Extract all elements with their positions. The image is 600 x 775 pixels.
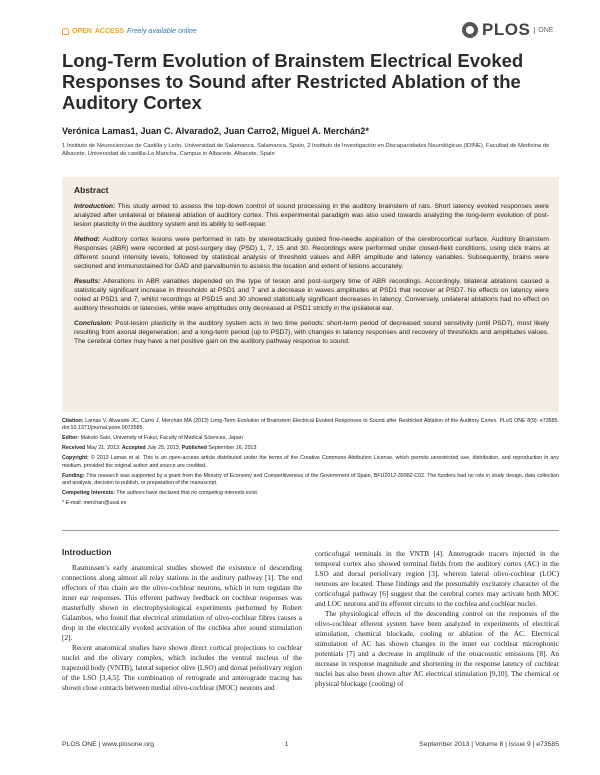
- dates: [62, 445, 559, 452]
- introduction-heading: Introduction: [62, 547, 112, 557]
- open-access-banner: [62, 28, 197, 35]
- abstract-conclusion: [74, 319, 549, 346]
- citation: [62, 418, 559, 433]
- article-title: Long-Term Evolution of Brainstem Electrical Evoked Responses to Sound after Restricted Ablation of the Auditory Cortex: [62, 50, 524, 113]
- received-label: Received: [62, 445, 86, 452]
- published-label: Published: [181, 445, 207, 452]
- body-paragraph: Rasmussen’s early anatomical studies showed the existence of descending connections along almost all relay stations in the auditory pathway [1]. The end effectors of this chain are the olivo-cochlear neurons, which in turn regulate the inner ear responses. This efferent pathway feedback on cochlear responses was masterfully shown in electrophysiological experiments performed by Robert Galambos, who found that electrical stimulation of olivo-cochlear fibres causes a drop in the electrically evoked activation of the cochlea after sound stimulation [2].: [62, 564, 302, 642]
- abstract-introduction: [74, 202, 549, 229]
- abstract-conclusion-label: Conclusion:: [74, 320, 113, 327]
- journal-name: ONE: [534, 27, 553, 34]
- copyright: [62, 455, 559, 470]
- affiliations: 1 Instituto de Neurociencias de Castilla y León, Universidad de Salamanca, Salamanca, Spain, 2 Instituto de Investigación en Discapacidades Neurológicas (IDINE), Facultad de Medicina de Albacete, Universidad de castilla-La Mancha, Campus in Albacete, Albacete, Spain: [62, 143, 550, 157]
- plos-logo-icon: [462, 22, 478, 38]
- section-divider: [62, 530, 559, 531]
- open-lock-icon: [62, 28, 69, 35]
- editor-text: Makoto Sato, University of Fukui, Faculty of Medical Sciences, Japan: [80, 435, 243, 442]
- citation-text: Lamas V, Alvarado JC, Carro J, Merchán MA (2013) Long-Term Evolution of Brainstem Electrical Evoked Responses to Sound after Restricted Ablation of the Auditory Cortex. PLoS ONE 8(9): e73585. doi:10.1371/journal.pone.0073585: [62, 418, 559, 432]
- abstract-introduction-label: Introduction:: [74, 203, 116, 210]
- page-number: 1: [284, 741, 289, 748]
- article-metadata: [62, 418, 559, 510]
- body-column-left: [62, 563, 302, 693]
- body-paragraph: Recent anatomical studies have shown direct cortical projections to cochlear nuclei and the olivary complex, which includes the ventral nucleus of the trapezoid body (VNTB), lateral superior olive (LSO) and dorsal periolivary region of the LSO [3,4,5]. The combination of retrograde and anterograde tracing has shown close contacts between medial olivo-cochlear (MOC) neurons and: [62, 644, 302, 692]
- copyright-label: Copyright:: [62, 455, 89, 462]
- abstract-method-label: Method:: [74, 236, 100, 243]
- abstract-heading: Abstract: [74, 185, 109, 195]
- funding-label: Funding:: [62, 472, 85, 479]
- abstract-results: [74, 277, 549, 313]
- competing-text: The authors have declared that no competing interests exist.: [116, 490, 259, 497]
- abstract-results-text: Alterations in ABR variables depended on the type of lesion and post-surgery time of ABR recordings. Accordingly, bilateral ablations caused a statistically significant increase in thresholds at PSD1 and 7 and a decrease in waves amplitudes at PSD1 that recover at PSD7. No effects on latency were noted at PSD1 and 7, whilst recordings at PSD15 and 30 showed statistically significant decreases in latency. Conversely, unilateral ablations had no effect on auditory thresholds or latencies, while wave amplitudes only decreased at PSD1 strictly in the ipsilateral ear.: [74, 278, 549, 312]
- brand-name: PLOS: [482, 20, 531, 39]
- abstract-conclusion-text: Post-lesion plasticity in the auditory system acts in two time periods: short-term period of decreased sound sensitivity (until PSD7), most likely resulting from axonal degeneration; and a long-term period (up to PSD7), with changes in latency responses and recovery of thresholds and amplitudes values. The cerebral cortex may have a net positive gain on the auditory pathway response to sound.: [74, 320, 550, 345]
- abstract-introduction-text: This study aimed to assess the top-down control of sound processing in the auditory brainstem of rats. Short latency evoked responses were analyzed after unilateral or bilateral ablation of auditory cortex. This experimental paradigm was also used towards analyzing the long-term evolution of post-lesion plasticity in the auditory system and its ability to self-repair.: [74, 203, 549, 228]
- body-paragraph: The physiological effects of the descending control on the responses of the olivo-cochlear efferent system have been analyzed in experiments of electrical stimulation, chemical blockade, cooling or ablation of the AC. Electrical stimulation of AC has shown changes in the inner ear cochlear microphonic potentials [7] and a decrease in amplitude of the otoacoustic emissions [8]. An increase in response magnitude and shortening in the response latency of cochlear nuclei has also been shown after AC electrical stimulation [9,10]. The chemical or physical blockage (cooling) of: [315, 610, 559, 688]
- accepted-date: July 25, 2013;: [147, 445, 181, 452]
- funding: [62, 473, 559, 488]
- citation-label: Citation:: [62, 418, 84, 424]
- competing-interests: [62, 490, 559, 497]
- author-list: Verónica Lamas1, Juan C. Alvarado2, Juan Carro2, Miguel A. Merchán2*: [62, 126, 369, 136]
- corresponding-email: * E-mail: merchan@usal.es: [62, 500, 127, 507]
- access-label: ACCESS: [94, 28, 125, 35]
- footer-issue-info: September 2013 | Volume 8 | Issue 9 | e73585: [419, 741, 559, 748]
- abstract-results-label: Results:: [74, 278, 101, 285]
- funding-text: This research was supported by a grant from the Ministry of Economy and Competitiveness of the Government of Spain, BFU2012-39982-C02. The funders had no role in study design, data collection and analysis, decision to publish, or preparation of the manuscript.: [62, 472, 559, 487]
- page-footer: [62, 741, 559, 748]
- copyright-text: © 2013 Lamas et al. This is an open-access article distributed under the terms of the Creative Commons Attribution License, which permits unrestricted use, distribution, and reproduction in any medium, provided the original author and source are credited.: [62, 455, 559, 469]
- competing-label: Competing Interests:: [62, 490, 115, 497]
- open-label: OPEN: [72, 28, 92, 35]
- abstract-method: [74, 235, 549, 271]
- freely-available-label: Freely available online: [127, 28, 197, 35]
- body-column-right: [315, 549, 559, 689]
- abstract-method-text: Auditory cortex lesions were performed in rats by stereotactically guided fine-needle aspiration of the cerebrocortical surface. Auditory Brainstem Responses (ABR) were recorded at post-surgery day (PSD) 1, 7, 15 and 30. Recordings were performed under closed-field conditions, using click trains at different sound intensity levels, followed by statistical analysis of threshold values and ABR amplitude and latency variables. Subsequently, brains were sectioned and immunostained for GAD and parvalbumin to assess the location and extent of lesions accurately.: [74, 236, 549, 270]
- published-date: September 16, 2013: [208, 445, 257, 452]
- abstract-box: [62, 177, 559, 412]
- received-date: May 21, 2013;: [86, 445, 121, 452]
- journal-logo: [462, 20, 553, 40]
- footer-journal-url: PLOS ONE | www.plosone.org: [62, 741, 155, 748]
- accepted-label: Accepted: [121, 445, 146, 452]
- body-paragraph: corticofugal terminals in the VNTB [4]. Anterograde tracers injected in the temporal cortex also showed terminal fields from the auditory cortex (AC) in the LSO and dorsal periolivary region [3], wherein lateral olivo-cochlear (LOC) neurons are located. These findings and the presumably excitatory character of the corticofugal pathway [6] suggest that the cerebral cortex may activate both MOC and LOC neurons and its efferent circuits to the cochlea and cochlear nuclei.: [315, 550, 559, 608]
- editor-label: Editor:: [62, 435, 80, 442]
- editor: [62, 435, 559, 442]
